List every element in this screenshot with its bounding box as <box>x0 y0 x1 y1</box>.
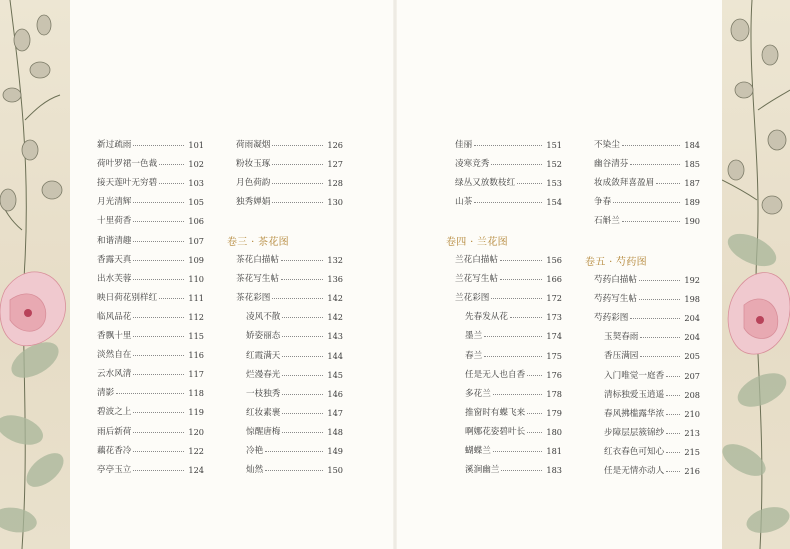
toc-leader-dots <box>159 298 184 299</box>
toc-page-number: 116 <box>188 350 204 361</box>
toc-entry-title: 山茶 <box>455 197 473 208</box>
toc-leader-dots <box>133 336 184 337</box>
toc-leader-dots <box>630 164 680 165</box>
toc-page-number: 156 <box>546 255 562 265</box>
toc-leader-dots <box>500 260 542 261</box>
toc-entry[interactable] <box>97 463 204 477</box>
toc-page-number: 183 <box>546 465 562 476</box>
toc-page-number: 151 <box>546 140 562 150</box>
toc-entry-title: 推窗时有蝶飞来 <box>465 407 526 418</box>
toc-page-number: 118 <box>188 388 204 399</box>
toc-leader-dots <box>501 470 542 471</box>
toc-leader-dots <box>133 470 184 471</box>
toc-leader-dots <box>500 279 542 280</box>
toc-entry[interactable] <box>97 138 204 152</box>
toc-leader-dots <box>133 221 184 222</box>
toc-entry-title: 冷艳 <box>246 446 264 456</box>
toc-entry-title: 先春发从花 <box>465 312 508 323</box>
toc-entry-title: 绿丛又放数枝红 <box>455 178 516 189</box>
toc-entry[interactable] <box>465 310 562 324</box>
toc-entry-title: 雨后新荷 <box>97 426 132 437</box>
toc-leader-dots <box>510 317 542 318</box>
toc-entry-title: 茶花写生帖 <box>236 274 279 285</box>
toc-entry-title: 多花兰 <box>465 388 491 399</box>
toc-leader-dots <box>265 451 323 452</box>
toc-entry-title: 亭亭玉立 <box>97 464 132 475</box>
toc-page-number: 178 <box>546 388 562 399</box>
toc-page-number: 101 <box>188 140 204 150</box>
toc-page-number: 120 <box>188 426 204 437</box>
volume-heading: 卷三 · 茶花图 <box>227 237 289 248</box>
toc-leader-dots <box>517 183 542 184</box>
toc-leader-dots <box>133 317 184 318</box>
toc-page-number: 103 <box>188 178 204 189</box>
toc-leader-dots <box>282 356 323 357</box>
toc-entry-title: 月光清辉 <box>97 197 132 208</box>
toc-page-number: 112 <box>188 311 204 322</box>
toc-page-number: 148 <box>327 426 343 437</box>
toc-leader-dots <box>272 298 323 299</box>
toc-leader-dots <box>272 145 323 146</box>
toc-entry[interactable] <box>97 253 204 267</box>
toc-page-number: 153 <box>546 178 562 189</box>
toc-page-number: 215 <box>684 446 700 457</box>
toc-entry-title: 独秀婵娟 <box>236 197 271 208</box>
toc-entry-title: 石斛兰 <box>594 216 620 227</box>
toc-entry[interactable] <box>97 367 204 381</box>
toc-entry-title: 云水风清 <box>97 369 132 380</box>
toc-page-number: 142 <box>327 293 343 304</box>
toc-entry[interactable] <box>97 272 204 286</box>
toc-entry-title: 任是无情亦动人 <box>604 466 665 476</box>
toc-leader-dots <box>666 414 680 415</box>
toc-page-number: 205 <box>684 351 700 362</box>
toc-leader-dots <box>622 145 681 146</box>
toc-entry[interactable] <box>97 234 204 248</box>
toc-leader-dots <box>630 318 680 319</box>
toc-entry[interactable] <box>97 386 204 400</box>
toc-leader-dots <box>484 336 542 337</box>
toc-entry[interactable] <box>97 214 204 228</box>
toc-page-number: 144 <box>327 350 343 361</box>
toc-leader-dots <box>282 317 323 318</box>
toc-page-number: 117 <box>188 369 204 380</box>
toc-entry-title: 映日荷花别样红 <box>97 292 158 303</box>
toc-entry[interactable] <box>97 348 204 362</box>
toc-leader-dots <box>474 145 542 146</box>
toc-page-number: 147 <box>327 407 343 418</box>
toc-entry[interactable] <box>97 310 204 324</box>
toc-entry-title: 凌寒竞秀 <box>455 159 490 170</box>
toc-entry[interactable] <box>236 176 343 190</box>
toc-entry[interactable] <box>97 176 204 190</box>
toc-leader-dots <box>639 280 680 281</box>
toc-page-number: 145 <box>327 369 343 380</box>
toc-page-number: 213 <box>684 427 700 438</box>
toc-leader-dots <box>133 355 184 356</box>
toc-leader-dots <box>639 299 680 300</box>
toc-page-number: 190 <box>684 216 700 227</box>
toc-page-number: 166 <box>546 274 562 285</box>
toc-entry-title: 临风品花 <box>97 311 132 322</box>
toc-entry-title: 香飘十里 <box>97 331 132 341</box>
toc-leader-dots <box>666 471 680 472</box>
toc-entry-title: 春兰 <box>465 350 483 361</box>
toc-entry[interactable] <box>97 291 204 305</box>
toc-leader-dots <box>640 356 680 357</box>
toc-entry-title: 清影 <box>97 388 115 399</box>
toc-page-number: 198 <box>684 294 700 305</box>
toc-page-number: 122 <box>188 445 204 456</box>
toc-entry[interactable] <box>465 406 562 420</box>
toc-leader-dots <box>133 279 184 280</box>
volume-heading: 卷五 · 芍药图 <box>585 257 647 268</box>
toc-entry[interactable] <box>604 407 700 421</box>
toc-leader-dots <box>272 183 323 184</box>
toc-entry[interactable] <box>594 273 700 287</box>
toc-leader-dots <box>282 432 323 433</box>
toc-leader-dots <box>133 260 184 261</box>
toc-leader-dots <box>272 164 323 165</box>
toc-entry-title: 争春 <box>594 197 612 208</box>
toc-entry[interactable] <box>594 138 700 152</box>
toc-entry-title: 玉契春雨 <box>604 332 639 343</box>
toc-entry-title: 出水芙蓉 <box>97 273 132 284</box>
toc-leader-dots <box>527 375 542 376</box>
toc-entry-title: 兰花彩图 <box>455 293 490 304</box>
toc-leader-dots <box>666 395 680 396</box>
toc-page-number: 216 <box>684 466 700 476</box>
toc-page-number: 181 <box>546 446 562 456</box>
toc-entry[interactable] <box>594 214 700 228</box>
toc-page-number: 210 <box>684 408 700 419</box>
toc-entry[interactable] <box>455 138 562 152</box>
toc-entry-title: 荷叶罗裙一色裁 <box>97 159 158 170</box>
toc-entry[interactable] <box>604 464 700 478</box>
toc-entry-title: 红妆素裹 <box>246 407 281 418</box>
toc-entry-title: 接天莲叶无穷碧 <box>97 178 158 189</box>
toc-leader-dots <box>527 432 542 433</box>
toc-leader-dots <box>666 433 680 434</box>
toc-page-number: 152 <box>546 159 562 170</box>
right-floral-decoration <box>722 0 790 549</box>
toc-entry[interactable] <box>465 329 562 343</box>
toc-page-number: 115 <box>188 331 204 341</box>
toc-page-number: 130 <box>327 197 343 208</box>
toc-leader-dots <box>622 221 681 222</box>
toc-page-number: 128 <box>327 178 343 189</box>
toc-entry-title: 芍药写生帖 <box>594 294 637 305</box>
toc-leader-dots <box>491 164 542 165</box>
toc-entry-title: 入门唯觉一庭香 <box>604 370 665 381</box>
toc-leader-dots <box>281 260 323 261</box>
toc-entry-title: 清标独爱玉逍遥 <box>604 389 665 400</box>
toc-page-number: 185 <box>684 159 700 170</box>
toc-page-number: 172 <box>546 293 562 304</box>
toc-page-number: 192 <box>684 275 700 285</box>
toc-leader-dots <box>491 298 542 299</box>
toc-leader-dots <box>474 202 542 203</box>
toc-page-number: 110 <box>188 273 204 284</box>
toc-entry[interactable] <box>455 291 562 305</box>
toc-entry[interactable] <box>246 368 343 382</box>
toc-entry[interactable] <box>236 272 343 286</box>
toc-entry-title: 任是无人也自香 <box>465 369 526 380</box>
toc-leader-dots <box>484 356 542 357</box>
left-floral-decoration <box>0 0 70 549</box>
toc-page-number: 146 <box>327 388 343 399</box>
toc-entry[interactable] <box>465 444 562 458</box>
toc-entry[interactable] <box>97 425 204 439</box>
toc-entry-title: 啊娜花姿碧叶长 <box>465 426 526 437</box>
toc-page-number: 124 <box>188 464 204 475</box>
toc-entry-title: 十里荷香 <box>97 216 132 227</box>
toc-entry[interactable] <box>246 406 343 420</box>
toc-entry[interactable] <box>455 253 562 267</box>
toc-entry-title: 佳丽 <box>455 140 473 150</box>
toc-entry[interactable] <box>594 311 700 325</box>
toc-entry-title: 烂漫春光 <box>246 369 281 380</box>
toc-page-number: 174 <box>546 331 562 342</box>
toc-leader-dots <box>666 452 680 453</box>
toc-page-number: 105 <box>188 197 204 208</box>
toc-page-number: 127 <box>327 159 343 170</box>
toc-page-number: 204 <box>684 332 700 343</box>
toc-entry[interactable] <box>604 388 700 402</box>
toc-entry[interactable] <box>455 195 562 209</box>
book-gutter <box>393 0 397 549</box>
toc-entry[interactable] <box>246 349 343 363</box>
toc-entry-title: 月色荷韵 <box>236 178 271 189</box>
toc-entry-title: 不染尘 <box>594 140 620 150</box>
toc-entry[interactable] <box>465 425 562 439</box>
toc-page-number: 149 <box>327 446 343 456</box>
toc-entry[interactable] <box>236 291 343 305</box>
toc-leader-dots <box>133 412 184 413</box>
toc-entry[interactable] <box>594 176 700 190</box>
toc-entry[interactable] <box>97 195 204 209</box>
toc-entry-title: 一枝独秀 <box>246 388 281 399</box>
toc-entry[interactable] <box>594 292 700 306</box>
toc-entry-title: 茶花白描帖 <box>236 255 279 265</box>
toc-page-number: 189 <box>684 197 700 208</box>
toc-leader-dots <box>281 279 323 280</box>
toc-leader-dots <box>116 393 184 394</box>
toc-entry-title: 红衣春色可知心 <box>604 446 665 457</box>
toc-page-number: 111 <box>188 292 204 303</box>
toc-page-number: 208 <box>684 389 700 400</box>
toc-entry[interactable] <box>246 329 343 343</box>
toc-entry[interactable] <box>97 405 204 419</box>
toc-leader-dots <box>613 202 680 203</box>
toc-entry[interactable] <box>236 138 343 152</box>
toc-page-number: 143 <box>327 331 343 342</box>
toc-entry-title: 惊醒唐梅 <box>246 426 281 437</box>
toc-entry[interactable] <box>97 444 204 458</box>
toc-entry[interactable] <box>465 349 562 363</box>
toc-leader-dots <box>656 183 680 184</box>
toc-entry[interactable] <box>455 272 562 286</box>
toc-page-number: 109 <box>188 254 204 265</box>
toc-entry-title: 幽谷清芬 <box>594 159 629 170</box>
toc-page-number: 102 <box>188 159 204 170</box>
toc-entry[interactable] <box>236 195 343 209</box>
toc-page-number: 132 <box>327 255 343 265</box>
toc-entry[interactable] <box>246 444 343 458</box>
toc-leader-dots <box>133 451 184 452</box>
toc-page-number: 136 <box>327 274 343 285</box>
toc-leader-dots <box>282 336 323 337</box>
toc-entry-title: 碧波之上 <box>97 407 132 418</box>
toc-entry-title: 兰花写生帖 <box>455 274 498 285</box>
toc-page-number: 119 <box>188 407 204 418</box>
toc-entry-title: 兰花白描帖 <box>455 255 498 265</box>
toc-entry[interactable] <box>594 195 700 209</box>
toc-page-number: 204 <box>684 313 700 324</box>
toc-leader-dots <box>666 376 680 377</box>
toc-entry-title: 和谐清趣 <box>97 235 132 246</box>
toc-entry[interactable] <box>594 157 700 171</box>
toc-page-number: 176 <box>546 369 562 380</box>
toc-leader-dots <box>282 375 323 376</box>
toc-page-number: 207 <box>684 370 700 381</box>
toc-entry[interactable] <box>236 157 343 171</box>
toc-page-number: 106 <box>188 216 204 227</box>
toc-entry[interactable] <box>246 310 343 324</box>
toc-entry-title: 粉妆玉琢 <box>236 159 271 170</box>
toc-entry-title: 香露天真 <box>97 254 132 265</box>
toc-entry[interactable] <box>455 176 562 190</box>
toc-page-number: 154 <box>546 197 562 208</box>
toc-leader-dots <box>282 413 323 414</box>
toc-entry-title: 溪涧幽兰 <box>465 465 500 476</box>
toc-leader-dots <box>282 394 323 395</box>
toc-entry[interactable] <box>246 463 343 477</box>
toc-page-number: 173 <box>546 312 562 323</box>
toc-leader-dots <box>527 413 542 414</box>
toc-entry[interactable] <box>97 329 204 343</box>
toc-leader-dots <box>133 202 184 203</box>
toc-entry-title: 芍药白描帖 <box>594 275 637 285</box>
toc-entry-title: 妆成敛拜喜盈眉 <box>594 178 655 189</box>
toc-entry[interactable] <box>604 349 700 363</box>
toc-leader-dots <box>159 183 184 184</box>
toc-page-number: 107 <box>188 235 204 246</box>
toc-page-number: 126 <box>327 140 343 150</box>
toc-entry-title: 淡然自在 <box>97 350 132 361</box>
toc-leader-dots <box>159 164 184 165</box>
toc-entry-title: 春风拂槛露华浓 <box>604 408 665 419</box>
toc-entry-title: 藕花香冷 <box>97 445 132 456</box>
toc-entry-title: 荷雨凝烟 <box>236 140 271 150</box>
toc-leader-dots <box>133 432 184 433</box>
toc-entry-title: 娇姿丽态 <box>246 331 281 342</box>
toc-page-number: 150 <box>327 465 343 476</box>
toc-entry[interactable] <box>455 157 562 171</box>
toc-page-number: 180 <box>546 426 562 437</box>
toc-leader-dots <box>265 470 323 471</box>
toc-entry-title: 红霞满天 <box>246 350 281 361</box>
toc-entry-title: 新过疏雨 <box>97 140 132 150</box>
toc-leader-dots <box>272 202 323 203</box>
toc-entry-title: 香压满园 <box>604 351 639 362</box>
toc-leader-dots <box>493 394 543 395</box>
toc-entry[interactable] <box>465 387 562 401</box>
toc-entry[interactable] <box>236 253 343 267</box>
toc-leader-dots <box>133 374 184 375</box>
toc-entry-title: 蝴蝶兰 <box>465 446 491 456</box>
toc-entry-title: 芍药彩图 <box>594 313 629 324</box>
toc-entry[interactable] <box>604 330 700 344</box>
toc-entry-title: 灿然 <box>246 465 264 476</box>
toc-leader-dots <box>133 241 184 242</box>
toc-page-number: 187 <box>684 178 700 189</box>
toc-entry[interactable] <box>465 368 562 382</box>
toc-entry[interactable] <box>604 369 700 383</box>
toc-entry[interactable] <box>604 426 700 440</box>
toc-entry[interactable] <box>246 387 343 401</box>
toc-entry[interactable] <box>465 463 562 477</box>
toc-entry-title: 凌风不散 <box>246 312 281 323</box>
toc-page-number: 142 <box>327 312 343 323</box>
toc-entry-title: 茶花彩图 <box>236 293 271 304</box>
toc-leader-dots <box>640 337 680 338</box>
toc-entry[interactable] <box>246 425 343 439</box>
toc-entry[interactable] <box>604 445 700 459</box>
toc-entry-title: 墨兰 <box>465 331 483 342</box>
toc-entry[interactable] <box>97 157 204 171</box>
toc-page-number: 175 <box>546 350 562 361</box>
toc-entry-title: 步障层层簇锦纱 <box>604 427 665 438</box>
volume-heading: 卷四 · 兰花图 <box>446 237 508 248</box>
toc-page-number: 184 <box>684 140 700 150</box>
toc-page-number: 179 <box>546 407 562 418</box>
toc-leader-dots <box>133 145 184 146</box>
toc-leader-dots <box>493 451 543 452</box>
